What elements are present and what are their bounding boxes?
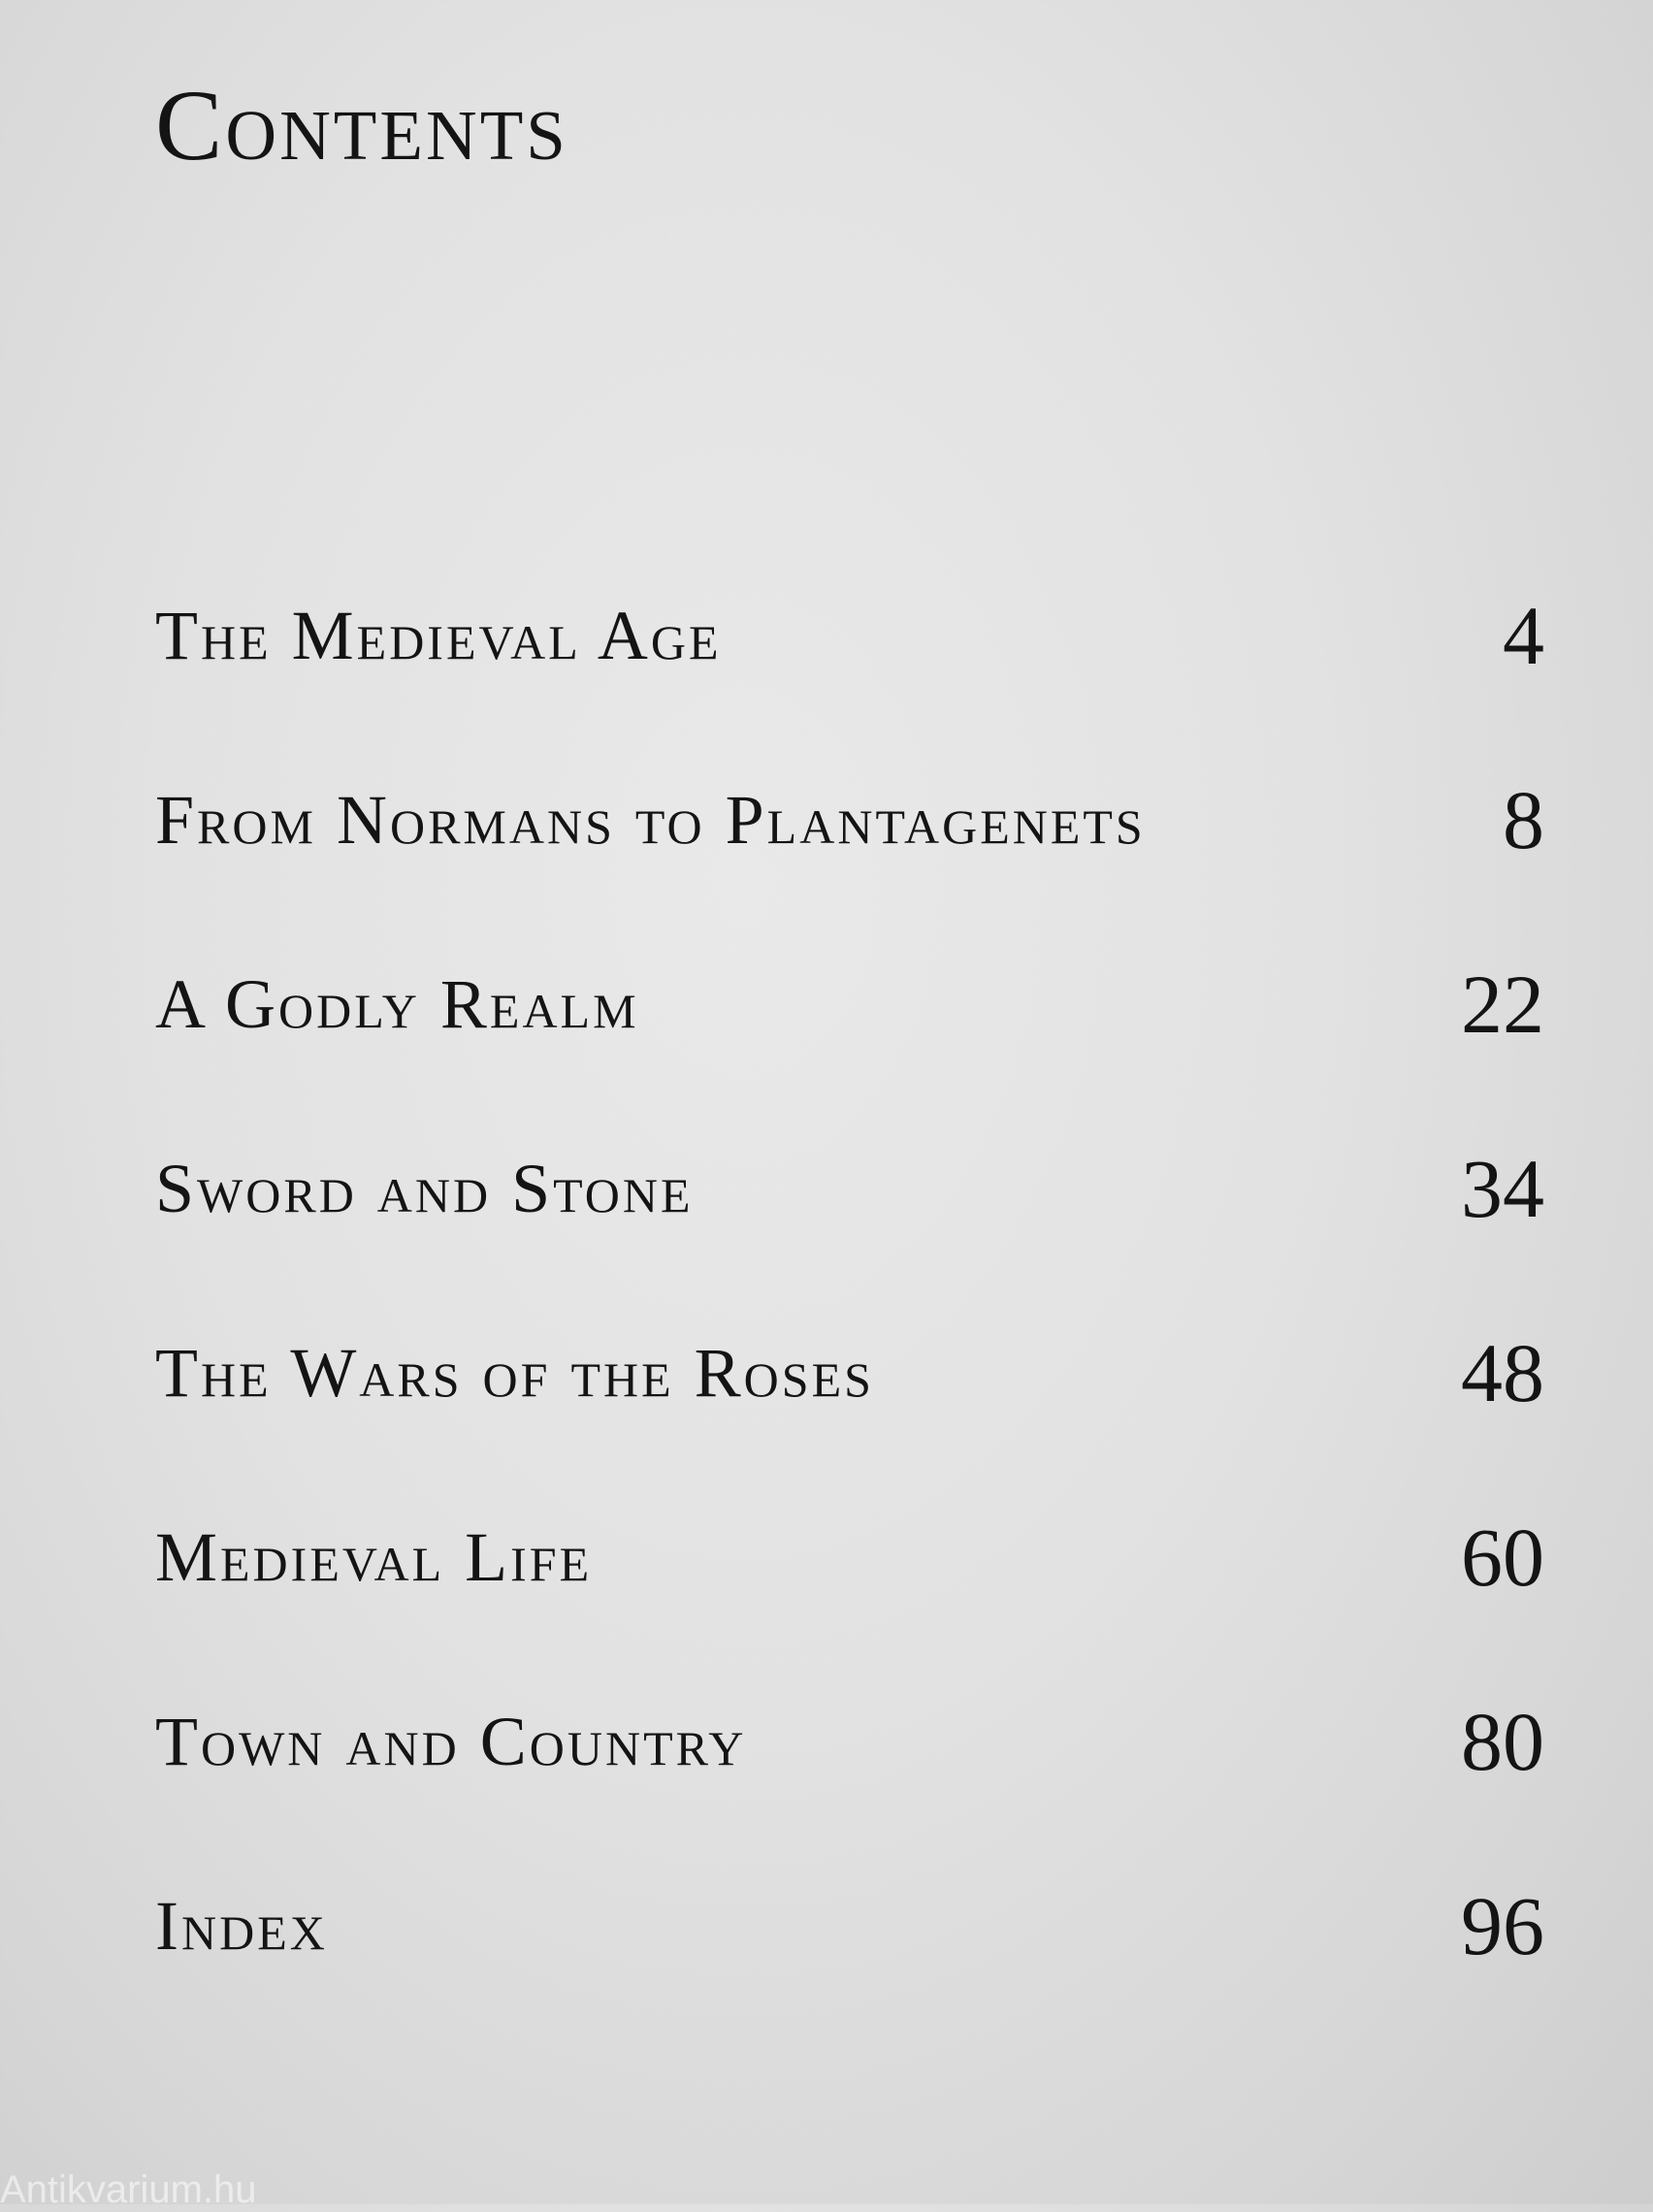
page-title: Contents (155, 70, 568, 181)
toc-entry-title: Index (155, 1887, 328, 1965)
toc-entry-title: A Godly Realm (155, 965, 639, 1043)
toc-entry-title: Town and Country (155, 1703, 747, 1780)
table-of-contents (155, 543, 1544, 2018)
toc-entry (155, 1281, 1544, 1465)
toc-entry-page: 60 (1461, 1511, 1544, 1604)
toc-entry-page: 22 (1461, 958, 1544, 1051)
toc-entry-title: The Wars of the Roses (155, 1334, 874, 1412)
toc-entry (155, 543, 1544, 728)
toc-entry (155, 1649, 1544, 1834)
toc-entry-title: From Normans to Plantagenets (155, 781, 1146, 859)
watermark: Antikvarium.hu (0, 2168, 257, 2211)
toc-entry-page: 80 (1461, 1695, 1544, 1788)
toc-entry (155, 1096, 1544, 1281)
toc-entry-page: 48 (1461, 1326, 1544, 1419)
toc-entry (155, 1465, 1544, 1649)
toc-entry-title: The Medieval Age (155, 597, 722, 674)
toc-entry-page: 4 (1503, 589, 1544, 682)
toc-entry (155, 728, 1544, 912)
toc-entry-title: Sword and Stone (155, 1150, 694, 1227)
toc-entry (155, 912, 1544, 1096)
toc-entry-page: 96 (1461, 1879, 1544, 1972)
toc-entry-title: Medieval Life (155, 1518, 593, 1596)
toc-entry-page: 8 (1503, 773, 1544, 866)
toc-entry-page: 34 (1461, 1142, 1544, 1235)
toc-entry (155, 1834, 1544, 2018)
